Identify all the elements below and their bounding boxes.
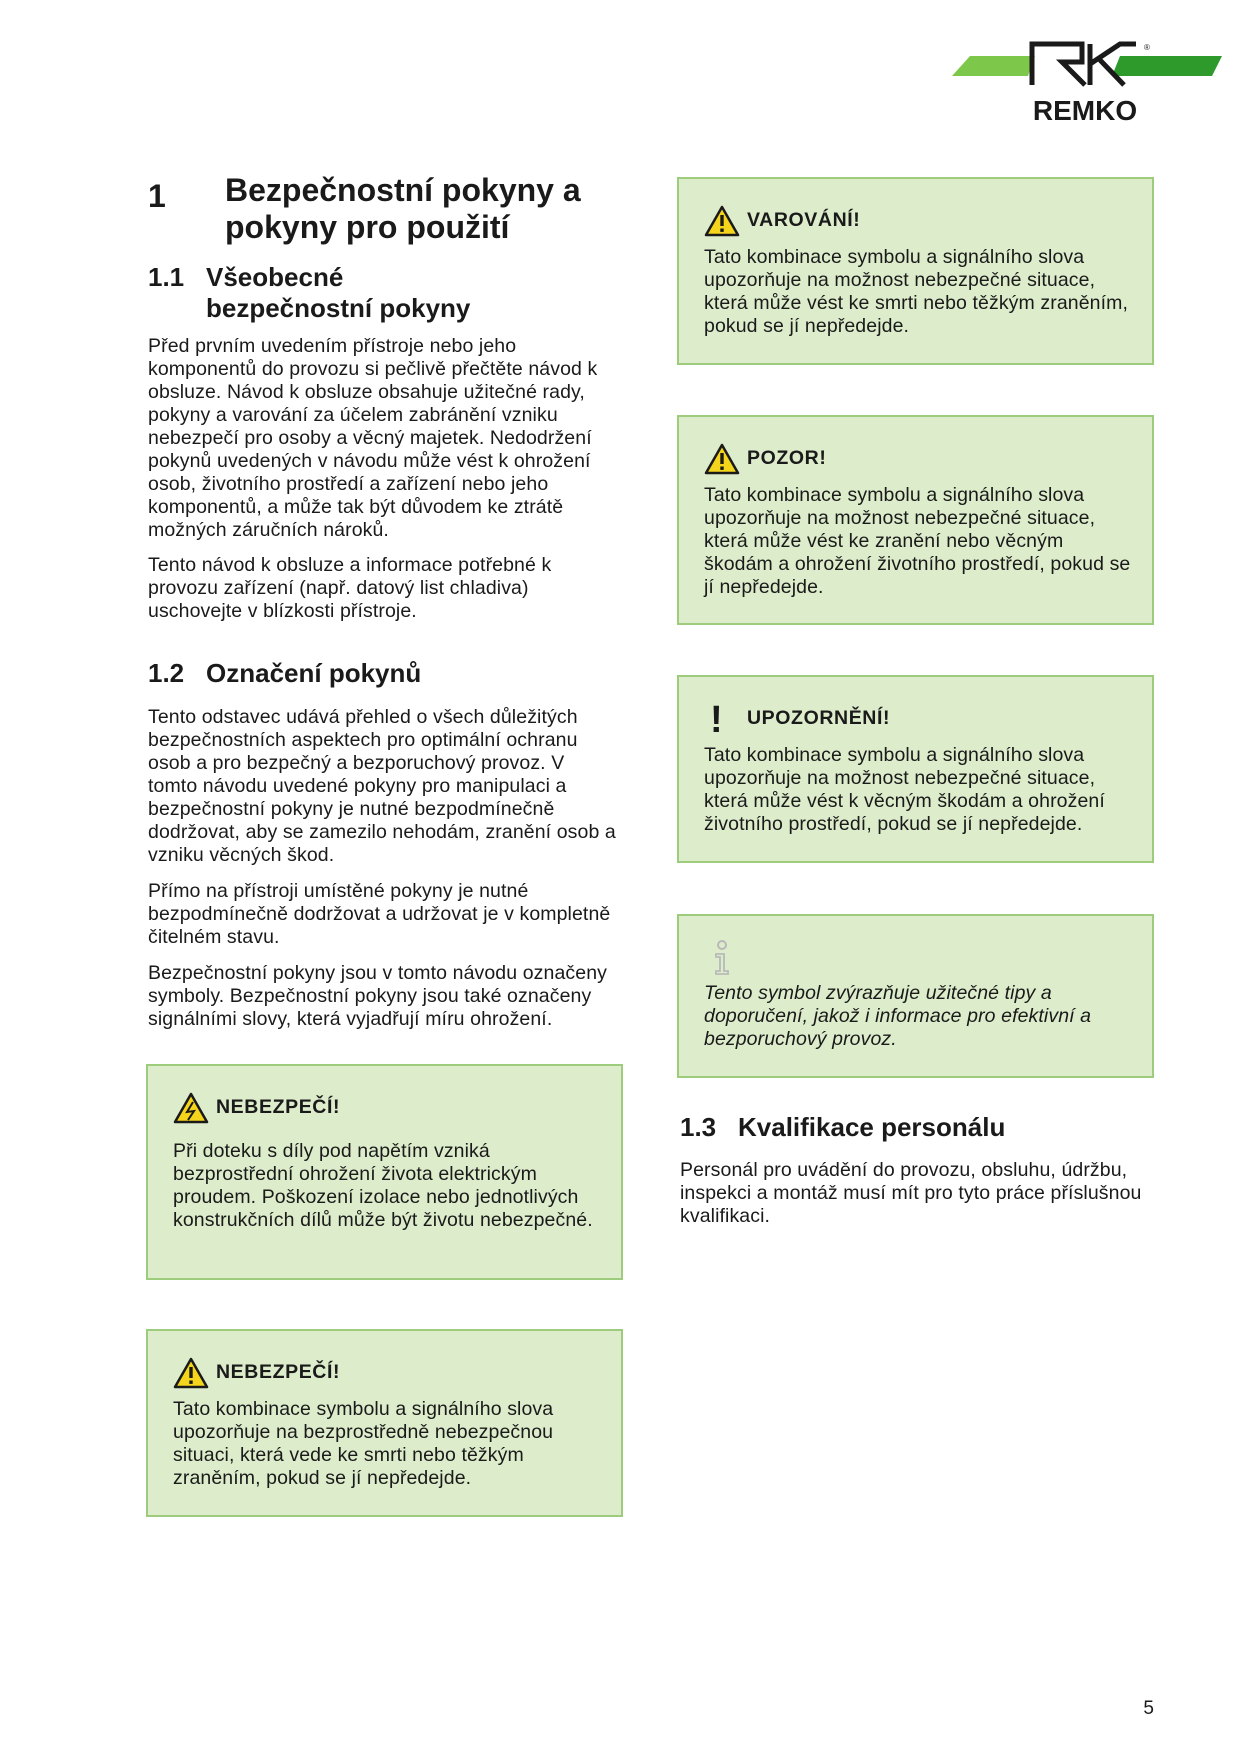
note-text: Tato kombinace symbolu a signálního slova upozorňuje na bezprostředně nebezpečnou situaci, která vede ke smrti nebo těžkým zraněním, pokud se jí nepředejde. <box>173 1398 554 1489</box>
notice-note <box>677 675 1154 863</box>
section-1-2-paragraph-2: Přímo na přístroji umístěné pokyny je nutné bezpodmínečně dodržovat a udržovat je v kompletně čitelném stavu. <box>148 880 611 948</box>
note-text: Tato kombinace symbolu a signálního slova upozorňuje na možnost nebezpečné situace, která může vést ke smrti nebo těžkým zraněním, pokud se jí nepředejde. <box>704 246 1128 337</box>
warning-note <box>677 177 1154 365</box>
section-1-1-paragraph-2: Tento návod k obsluze a informace potřebné k provozu zařízení (např. datový list chladiva) uschovejte v blízkosti přístroje. <box>148 554 552 622</box>
registered-mark: ® <box>1144 43 1150 52</box>
section-1-3-heading <box>680 1112 1160 1144</box>
note-text: Tato kombinace symbolu a signálního slova upozorňuje na možnost nebezpečné situace, která může vést ke zranění nebo věcným škodám a ohrožení životního prostředí, pokud se jí nepředejde. <box>704 484 1131 598</box>
note-text: Tento symbol zvýrazňuje užitečné tipy a doporučení, jakož i informace pro efektivní a bezporuchový provoz. <box>704 982 1092 1050</box>
warning-triangle-icon <box>704 443 740 480</box>
page-number: 5 <box>1143 1698 1154 1719</box>
note-title: UPOZORNĚNÍ! <box>747 707 891 729</box>
note-title: POZOR! <box>747 447 827 469</box>
danger-note <box>146 1329 623 1517</box>
info-icon <box>711 940 733 981</box>
logo-stripe-left <box>952 56 1035 76</box>
section-1-3-title: Kvalifikace personálu <box>738 1112 1006 1142</box>
section-1-2-heading <box>148 658 608 690</box>
logo-stripe-right <box>1112 56 1222 76</box>
section-1-1-paragraph-1: Před prvním uvedením přístroje nebo jeho komponentů do provozu si pečlivě přečtěte návod k obsluze. Návod k obsluze obsahuje užitečné rady, pokyny a varování za účelem zabránění vzniku nebezpečí pro osoby a věcný majetek. Nedodržení pokynů uvedených v návodu může vést k ohrožení osob, životního prostředí a zařízení nebo jeho komponentů, a může tak být důvodem ke ztrátě možných záručních nároků. <box>148 335 598 541</box>
warning-triangle-icon <box>173 1357 209 1394</box>
section-1-2-number: 1.2 <box>148 658 185 688</box>
note-title: VAROVÁNÍ! <box>747 209 861 231</box>
section-1-2-title: Označení pokynů <box>206 658 422 688</box>
remko-logo <box>950 40 1222 124</box>
section-1-1-number: 1.1 <box>148 262 185 292</box>
note-title: NEBEZPEČÍ! <box>216 1096 341 1118</box>
tip-note <box>677 914 1154 1078</box>
note-text: Při doteku s díly pod napětím vzniká bezprostřední ohrožení života elektrickým proudem. Poškození izolace nebo jednotlivých konstrukčních dílů může být životu nebezpečné. <box>173 1140 593 1231</box>
warning-triangle-icon <box>704 205 740 242</box>
section-1-2-paragraph-3: Bezpečnostní pokyny jsou v tomto návodu označeny symboly. Bezpečnostní pokyny jsou také označeny signálními slovy, která vyjadřují míru ohrožení. <box>148 962 607 1030</box>
danger-electric-note <box>146 1064 623 1280</box>
section-1-number: 1 <box>148 178 166 214</box>
section-1-2-paragraph-1: Tento odstavec udává přehled o všech důležitých bezpečnostních aspektech pro optimální ochranu osob a pro bezpečný a bezporuchový provoz. V tomto návodu uvedené pokyny pro manipulaci a bezpečnostní pokyny je nutné bezpodmínečně dodržovat, aby se zamezilo nehodám, zranění osob a vzniku věcných škod. <box>148 706 616 866</box>
section-1-title: Bezpečnostní pokyny a pokyny pro použití <box>225 172 581 245</box>
note-text: Tato kombinace symbolu a signálního slova upozorňuje na možnost nebezpečné situace, která může vést k věcným škodám a ohrožení životního prostředí, pokud se jí nepředejde. <box>704 744 1105 835</box>
section-1-3-number: 1.3 <box>680 1112 717 1142</box>
section-1-3-paragraph: Personál pro uvádění do provozu, obsluhu, údržbu, inspekci a montáž musí mít pro tyto práce příslušnou kvalifikaci. <box>680 1159 1142 1227</box>
electric-hazard-icon <box>173 1092 209 1129</box>
caution-note <box>677 415 1154 625</box>
section-1-1-title: Všeobecné bezpečnostní pokyny <box>206 262 471 323</box>
exclamation-icon: ! <box>710 699 723 741</box>
note-title: NEBEZPEČÍ! <box>216 1361 341 1383</box>
logo-wordmark: REMKO <box>1032 95 1138 124</box>
